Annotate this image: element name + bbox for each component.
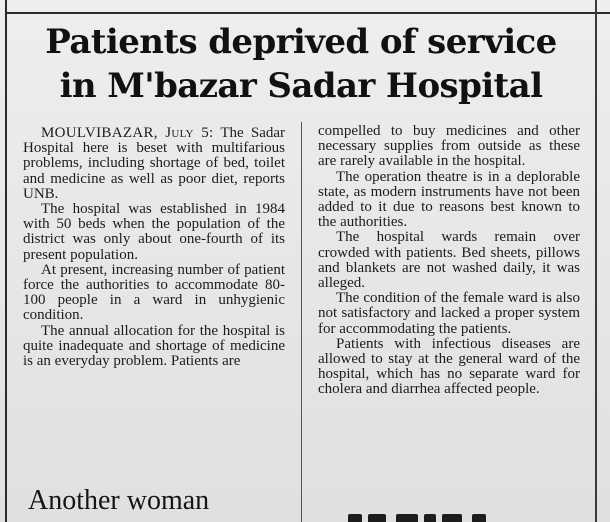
column-rule-right	[595, 0, 597, 522]
article-column-right	[318, 124, 580, 398]
paragraph-3: At present, increasing number of patient force the authorities to accommodate 80-100 people in a ward in unhygienic condition.	[23, 261, 285, 324]
paragraph-9: Patients with infectious diseases are allowed to stay at the general ward of the hospital, which has no separate ward for cholera and diarrhea affected people.	[318, 335, 580, 398]
paragraph-5: compelled to buy medicines and other necessary supplies from outside as these are rarely available in the hospital.	[318, 123, 580, 170]
paragraph-7: The hospital wards remain over crowded with patients. Bed sheets, pillows and blankets are not washed daily, it was alleged.	[318, 229, 580, 292]
top-rule	[7, 12, 610, 14]
paragraph-1-text: The Sadar Hospital here is beset with multifarious problems, including shortage of bed, toilet and medicine as well as poor diet, reports UNB.	[23, 125, 286, 202]
paragraph-4: The annual allocation for the hospital is quite inadequate and shortage of medicine is an everyday problem. Patients are	[23, 322, 285, 370]
cropped-headline-fragment	[344, 508, 504, 522]
paragraph-1	[23, 126, 285, 202]
article-headline	[14, 20, 588, 108]
headline-line-2: in M'bazar Sadar Hospital	[59, 66, 543, 106]
column-divider	[301, 122, 302, 522]
article-column-left	[23, 126, 285, 369]
paragraph-8: The condition of the female ward is also not satisfactory and lacked a proper system for accommodating the patients.	[318, 290, 580, 337]
column-rule-left	[5, 0, 7, 522]
next-article-headline: Another woman	[28, 485, 210, 516]
headline-line-1: Patients deprived of service	[45, 22, 557, 62]
paragraph-6: The operation theatre is in a deplorable state, as modern instruments have not been added to it due to reasons best known to the authorities.	[318, 168, 580, 231]
paragraph-2: The hospital was established in 1984 with 50 beds when the population of the district was only about one-fourth of its present population.	[23, 201, 285, 263]
dateline: MOULVIBAZAR, July 5:	[41, 125, 214, 141]
